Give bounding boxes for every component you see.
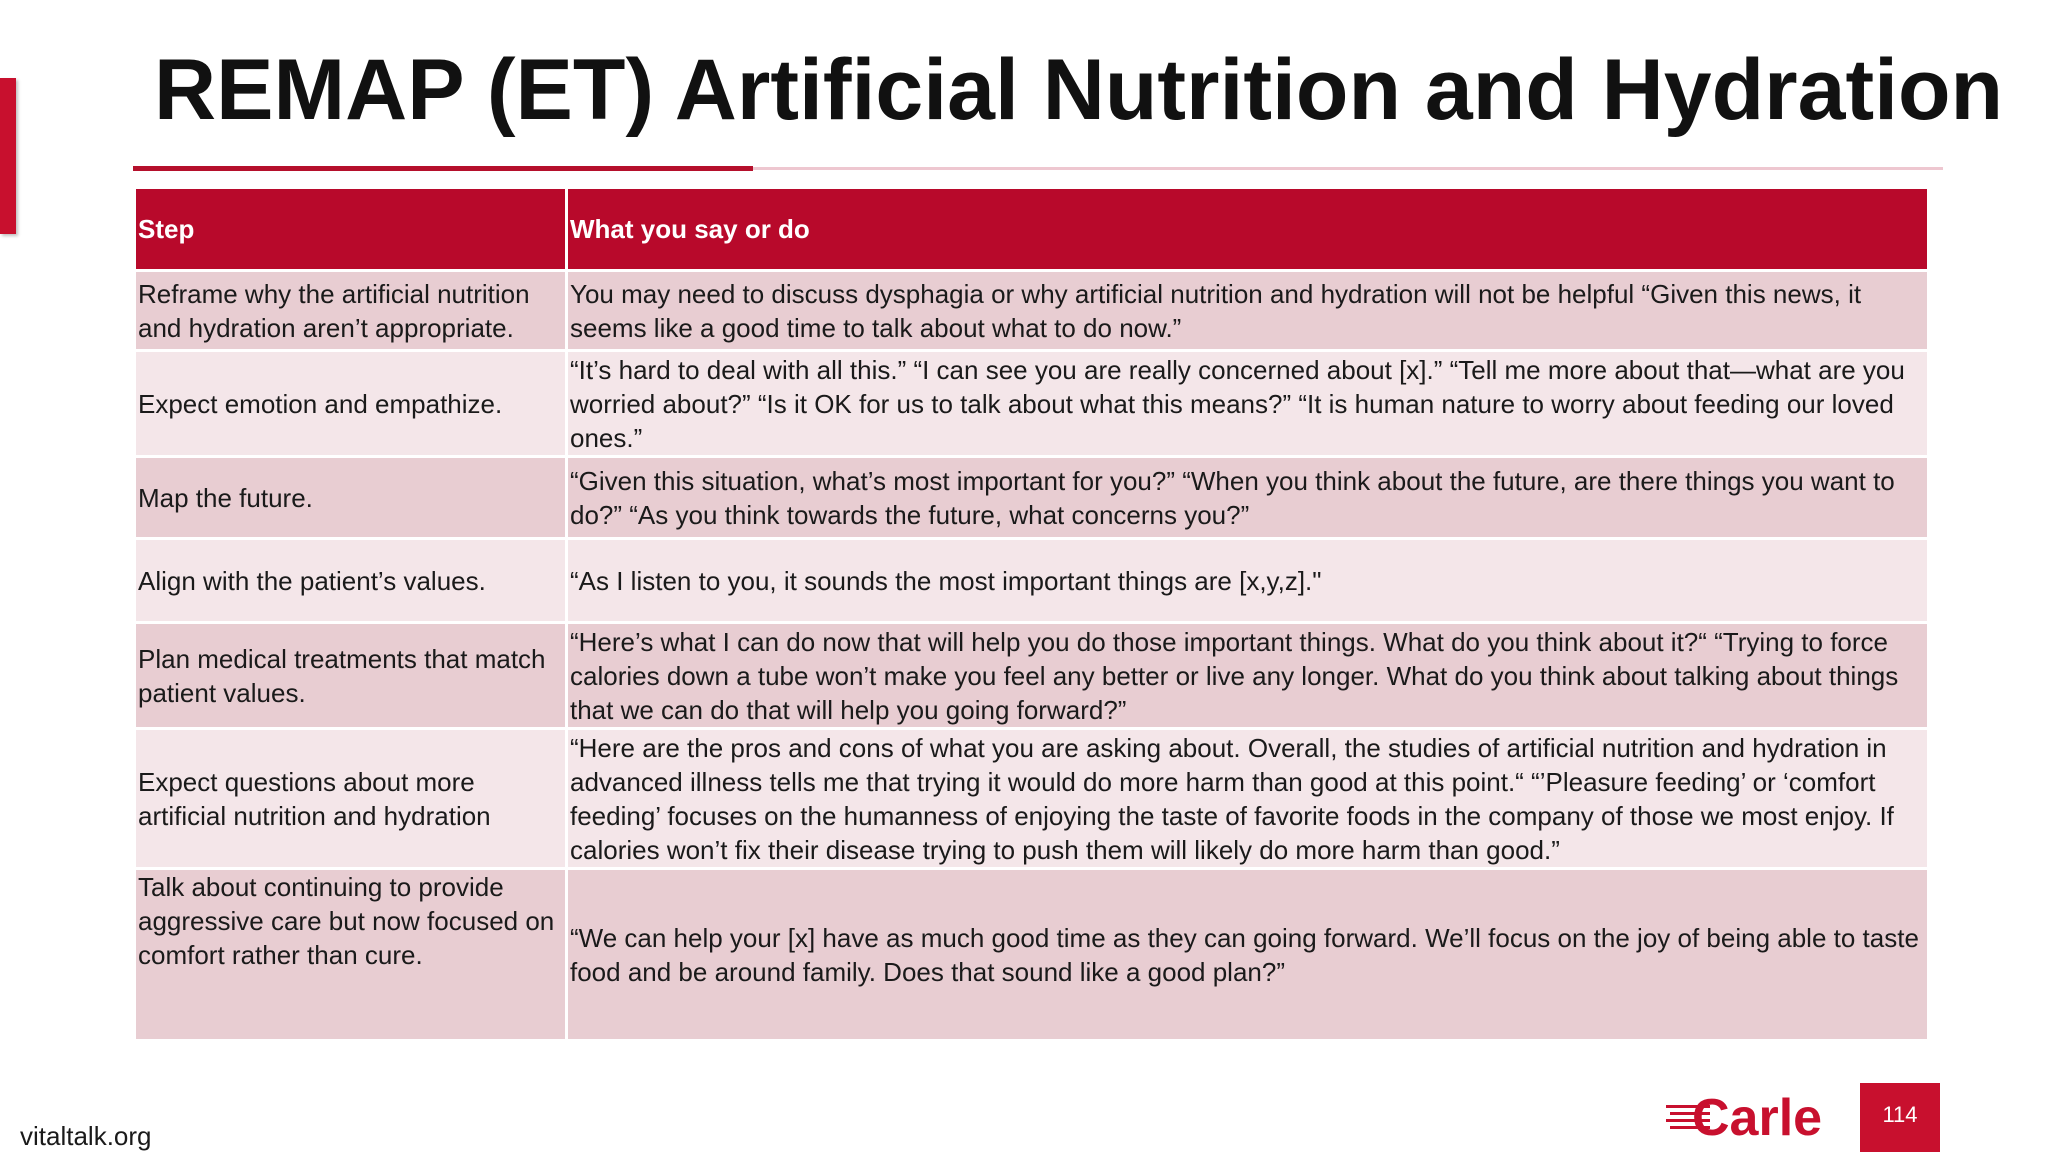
table-row — [135, 623, 1929, 729]
footer-website: vitaltalk.org — [20, 1121, 152, 1151]
step-cell: Talk about continuing to provide aggressive care but now focused on comfort rather than cure. — [135, 869, 567, 1041]
left-accent-bar — [0, 78, 16, 234]
step-cell: Plan medical treatments that match patient values. — [135, 623, 567, 729]
table-row — [135, 539, 1929, 623]
header-what-you-say: What you say or do — [567, 188, 1929, 271]
step-cell: Expect questions about more artificial nutrition and hydration — [135, 729, 567, 869]
table-row — [135, 271, 1929, 351]
table-header-row — [135, 188, 1929, 271]
slide-title: REMAP (ET) Artificial Nutrition and Hydration — [154, 42, 2004, 138]
page-number: 114 — [1882, 1102, 1918, 1127]
header-step: Step — [135, 188, 567, 271]
say-cell: “Given this situation, what’s most important for you?” “When you think about the future, are there things you want to do?” “As you think towards the future, what concerns you?” — [567, 457, 1929, 539]
step-cell: Align with the patient’s values. — [135, 539, 567, 623]
say-cell: You may need to discuss dysphagia or why artificial nutrition and hydration will not be helpful “Given this news, it seems like a good time to talk about what to do now.” — [567, 271, 1929, 351]
table-row — [135, 729, 1929, 869]
page-number-badge — [1860, 1083, 1940, 1152]
table-row — [135, 869, 1929, 1041]
say-cell: “Here’s what I can do now that will help you do those important things. What do you think about it?“ “Trying to force calories down a tube won’t make you feel any better or live any longer. What do you think about talking about things that we can do that will help you going forward?” — [567, 623, 1929, 729]
say-cell: “Here are the pros and cons of what you are asking about. Overall, the studies of artificial nutrition and hydration in advanced illness tells me that trying it would do more harm than good at this point.“ “’Pleasure feeding’ or ‘comfort feeding’ focuses on the humanness of enjoying the taste of favorite foods in the company of those we most enjoy. If calories won’t fix their disease trying to push them will likely do more harm than good.” — [567, 729, 1929, 869]
say-cell: “It’s hard to deal with all this.” “I can see you are really concerned about [x].” “Tell me more about that—what are you worried about?” “Is it OK for us to talk about what this means?” “It is human nature to worry about feeding our loved ones.” — [567, 351, 1929, 457]
table-row — [135, 351, 1929, 457]
carle-logo — [1666, 1085, 1846, 1145]
step-cell: Reframe why the artificial nutrition and hydration aren’t appropriate. — [135, 271, 567, 351]
title-underline-thin — [753, 167, 1943, 170]
step-cell: Map the future. — [135, 457, 567, 539]
say-cell: “We can help your [x] have as much good time as they can going forward. We’ll focus on the joy of being able to taste food and be around family. Does that sound like a good plan?” — [567, 869, 1929, 1041]
say-cell: “As I listen to you, it sounds the most important things are [x,y,z]." — [567, 539, 1929, 623]
carle-logo-text: Carle — [1692, 1089, 1823, 1145]
table-row — [135, 457, 1929, 539]
remap-table — [133, 186, 1930, 1042]
step-cell: Expect emotion and empathize. — [135, 351, 567, 457]
title-underline-accent — [133, 166, 753, 171]
